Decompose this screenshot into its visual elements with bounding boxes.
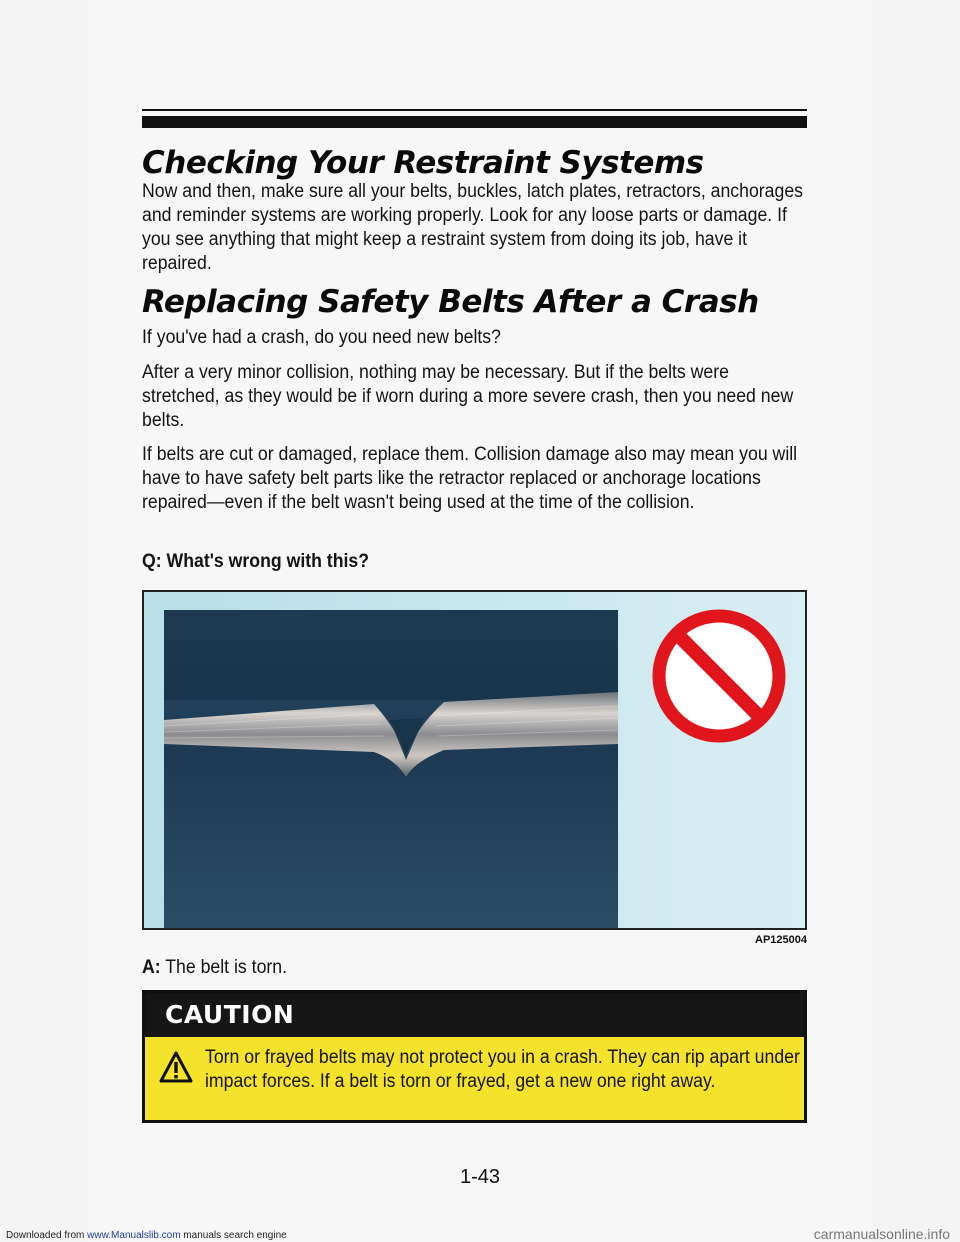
heading-checking-restraints: Checking Your Restraint Systems (142, 145, 704, 181)
question-label: Q: What's wrong with this? (142, 551, 370, 572)
answer-text (142, 956, 807, 980)
footer-prefix: Downloaded from (6, 1230, 88, 1241)
caution-body: Torn or frayed belts may not protect you in a crash. They can rip apart under impact forces. If a belt is torn or frayed, get a new one right away. (205, 1047, 800, 1092)
header-rule (142, 116, 807, 128)
torn-belt-photo (144, 592, 805, 928)
paragraph-minor-collision: After a very minor collision, nothing may be necessary. But if the belts were stretched, as they would be if worn during a more severe crash, then you need new belts. (142, 362, 794, 431)
heading-replacing-belts: Replacing Safety Belts After a Crash (142, 284, 759, 320)
figure-code: AP125004 (755, 934, 807, 946)
caution-box (142, 990, 807, 1123)
manualslib-link[interactable]: www.Manualslib.com (87, 1230, 181, 1241)
page-number: 1-43 (459, 1166, 501, 1188)
torn-belt-illustration (142, 590, 807, 930)
paragraph-intro-question: If you've had a crash, do you need new belts? (142, 327, 501, 348)
caution-header: CAUTION (145, 993, 804, 1037)
header-rule-thin (142, 109, 807, 111)
answer-prefix: A: (142, 957, 161, 978)
answer-body: The belt is torn. (160, 957, 288, 978)
prohibition-icon (659, 616, 779, 736)
footer-suffix: manuals search engine (180, 1230, 287, 1241)
warning-triangle-icon (159, 1051, 193, 1083)
download-footer (6, 1230, 287, 1241)
paragraph-damaged-belts: If belts are cut or damaged, replace them. Collision damage also may mean you will have to have safety belt parts like the retractor replaced or anchorage locations repaired—even if the belt wasn't being used at the time of the collision. (142, 444, 798, 513)
watermark-text: carmanualsonline.info (813, 1226, 950, 1242)
paragraph-checking-body: Now and then, make sure all your belts, buckles, latch plates, retractors, anchorages and reminder systems are working properly. Look for any loose parts or damage. If you see anything that might keep a restraint system from doing its job, have it repaired. (142, 181, 803, 274)
